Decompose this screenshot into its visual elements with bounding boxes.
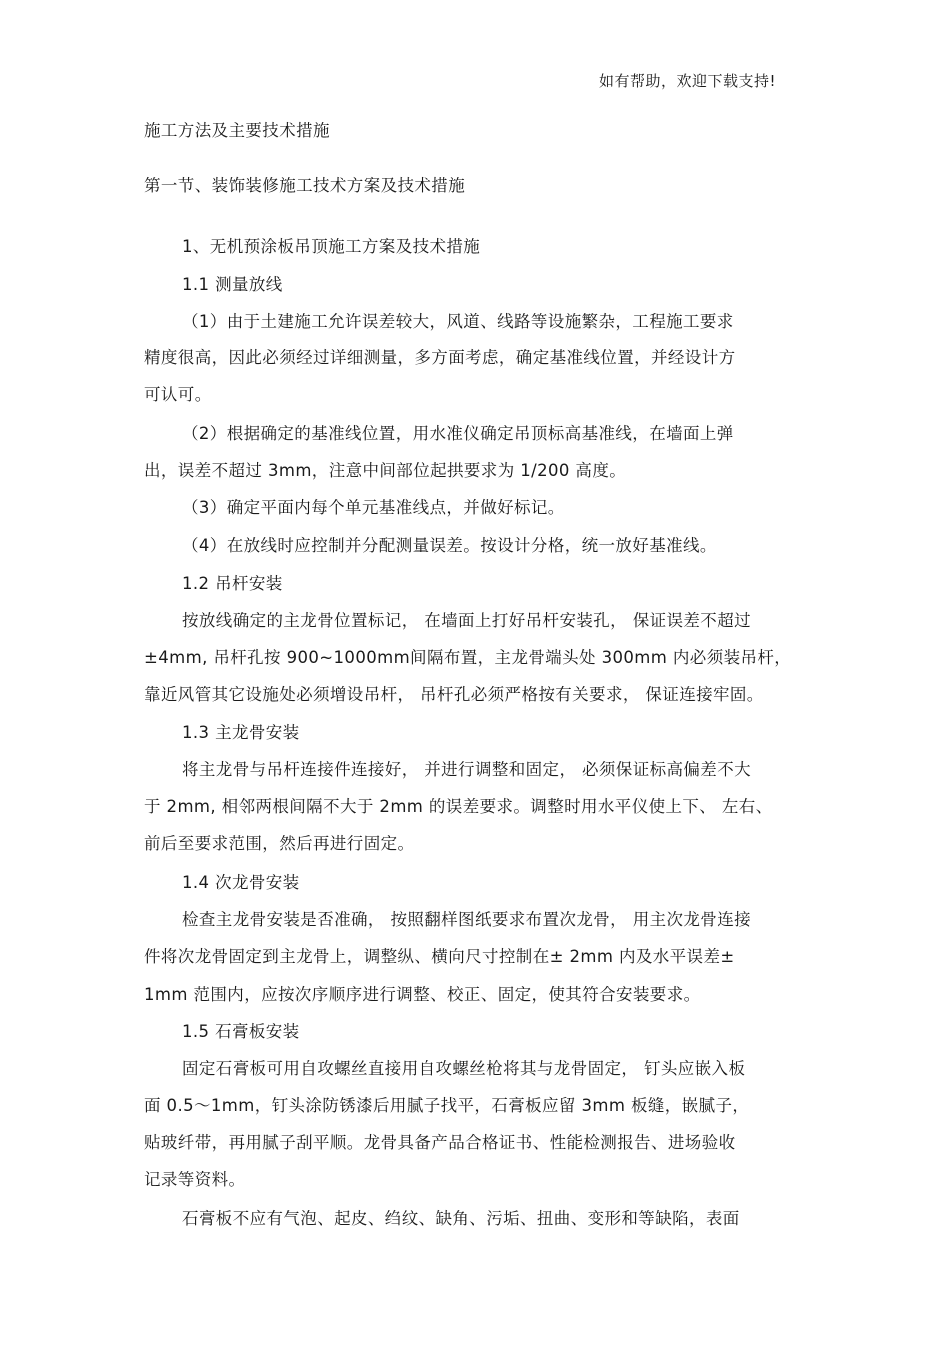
paragraph-line: 按放线确定的主龙骨位置标记， 在墙面上打好吊杆安装孔， 保证误差不超过	[182, 611, 751, 630]
paragraph-line: ±4mm, 吊杆孔按 900~1000mm间隔布置，主龙骨端头处 300mm 内必须装吊杆，	[144, 648, 792, 667]
paragraph-line: 前后至要求范围，然后再进行固定。	[144, 834, 415, 853]
paragraph-line: （2）根据确定的基准线位置，用水准仪确定吊顶标高基准线，在墙面上弹	[182, 424, 734, 443]
section-title: 第一节、装饰装修施工技术方案及技术措施	[144, 176, 466, 195]
heading-1-3: 1.3 主龙骨安装	[182, 723, 300, 742]
heading-1-1: 1.1 测量放线	[182, 275, 283, 294]
paragraph-line: 记录等资料。	[144, 1170, 246, 1189]
paragraph-line: 面 0.5～1mm，钉头涂防锈漆后用腻子找平，石膏板应留 3mm 板缝，嵌腻子，	[144, 1096, 750, 1115]
paragraph-line: 精度很高，因此必须经过详细测量，多方面考虑，确定基准线位置，并经设计方	[144, 348, 736, 367]
paragraph-line: 1mm 范围内，应按次序顺序进行调整、校正、固定，使其符合安装要求。	[144, 985, 701, 1004]
paragraph-line: 出，误差不超过 3mm，注意中间部位起拱要求为 1/200 高度。	[144, 461, 627, 480]
paragraph-line: 贴玻纤带，再用腻子刮平顺。龙骨具备产品合格证书、性能检测报告、进场验收	[144, 1133, 736, 1152]
paragraph-line: （4）在放线时应控制并分配测量误差。按设计分格，统一放好基准线。	[182, 536, 717, 555]
heading-1-4: 1.4 次龙骨安装	[182, 873, 300, 892]
subsection-heading: 1、无机预涂板吊顶施工方案及技术措施	[182, 237, 481, 256]
paragraph-line: 可认可。	[144, 385, 212, 404]
paragraph-line: 将主龙骨与吊杆连接件连接好， 并进行调整和固定， 必须保证标高偏差不大	[182, 760, 751, 779]
heading-1-2: 1.2 吊杆安装	[182, 574, 283, 593]
document-title: 施工方法及主要技术措施	[144, 121, 330, 140]
paragraph-line: 靠近风管其它设施处必须增设吊杆， 吊杆孔必须严格按有关要求， 保证连接牢固。	[144, 685, 764, 704]
paragraph-line: （1）由于土建施工允许误差较大，风道、线路等设施繁杂，工程施工要求	[182, 312, 734, 331]
heading-1-5: 1.5 石膏板安装	[182, 1022, 300, 1041]
paragraph-line: 件将次龙骨固定到主龙骨上，调整纵、横向尺寸控制在± 2mm 内及水平误差±	[144, 947, 735, 966]
header-note: 如有帮助，欢迎下载支持!	[598, 72, 776, 90]
paragraph-line: 于 2mm, 相邻两根间隔不大于 2mm 的误差要求。调整时用水平仪使上下、 左右、	[144, 797, 773, 816]
paragraph-line: 石膏板不应有气泡、起皮、绉纹、缺角、污垢、扭曲、变形和等缺陷，表面	[182, 1209, 740, 1228]
paragraph-line: （3）确定平面内每个单元基准线点，并做好标记。	[182, 498, 565, 517]
paragraph-line: 固定石膏板可用自攻螺丝直接用自攻螺丝枪将其与龙骨固定， 钉头应嵌入板	[182, 1059, 746, 1078]
paragraph-line: 检查主龙骨安装是否准确， 按照翻样图纸要求布置次龙骨， 用主次龙骨连接	[182, 910, 751, 929]
